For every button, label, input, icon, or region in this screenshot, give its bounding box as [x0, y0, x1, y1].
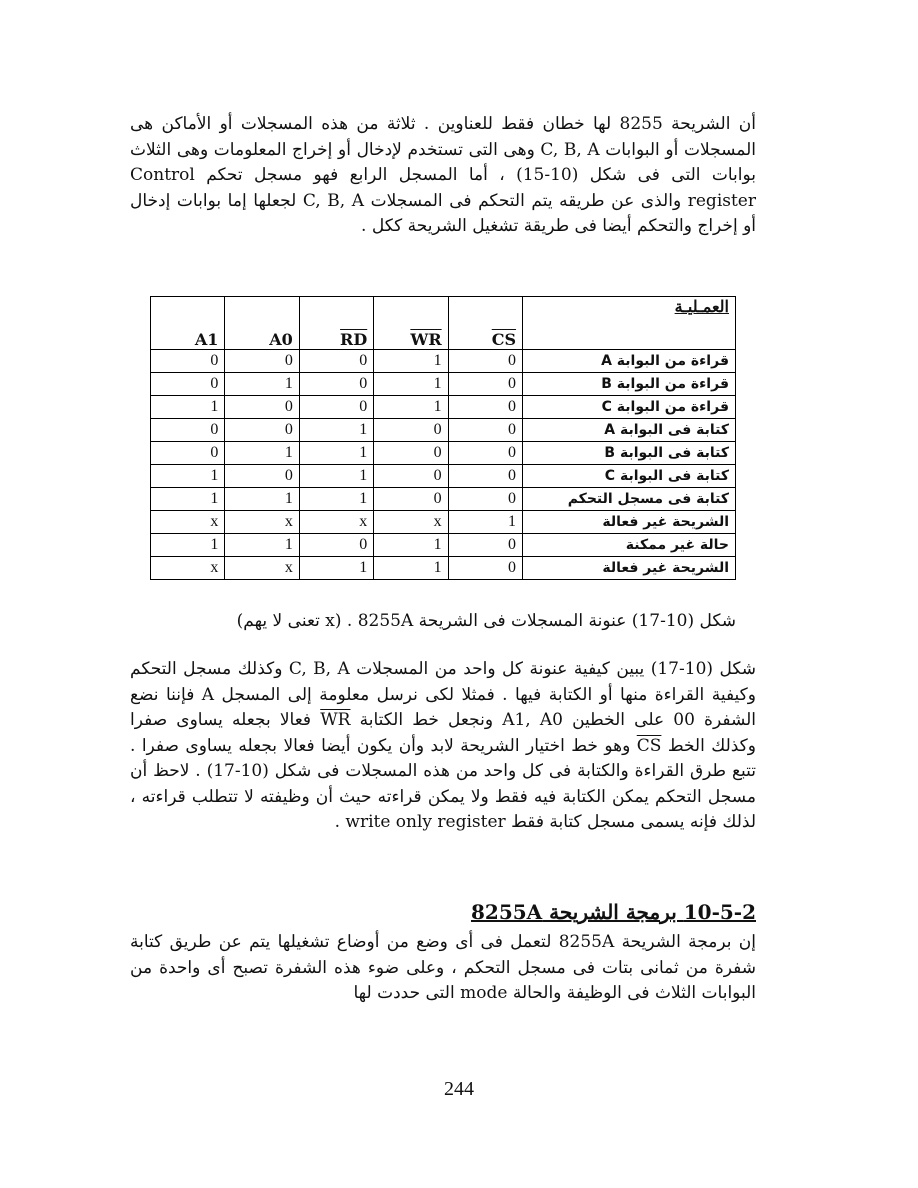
table-row — [151, 488, 736, 511]
header-wr-label: $\overline{WR}$ — [410, 330, 442, 349]
cell-a1: 1 — [151, 534, 225, 557]
cell-a1: 0 — [151, 419, 225, 442]
wr-signal: WR — [320, 710, 351, 730]
cell-a0: 0 — [225, 396, 299, 419]
cell-operation: قراءة من البوابة C — [523, 396, 736, 419]
cell-operation: قراءة من البوابة A — [523, 350, 736, 373]
cell-a1: 0 — [151, 373, 225, 396]
table-row — [151, 442, 736, 465]
cell-wr: 0 — [374, 465, 448, 488]
explanation-paragraph — [130, 657, 756, 836]
cell-a1: x — [151, 511, 225, 534]
cell-a0: x — [225, 511, 299, 534]
cell-wr: 0 — [374, 442, 448, 465]
cell-rd: 0 — [299, 373, 373, 396]
figure-caption: شكل (10-17) عنونة المسجلات فى الشريحة 8255A . (x تعنى لا يهم) — [236, 611, 736, 631]
cell-cs: 1 — [448, 511, 522, 534]
cell-wr: x — [374, 511, 448, 534]
cell-rd: 0 — [299, 534, 373, 557]
cell-rd: 0 — [299, 396, 373, 419]
cell-wr: 0 — [374, 488, 448, 511]
programming-paragraph — [130, 930, 756, 1007]
cell-wr: 1 — [374, 557, 448, 580]
cell-cs: 0 — [448, 557, 522, 580]
cell-a1: 0 — [151, 442, 225, 465]
page-number: 244 — [444, 1078, 474, 1100]
cs-signal: CS — [636, 735, 662, 756]
cell-rd: 0 — [299, 350, 373, 373]
cell-operation: كتابة فى البوابة A — [523, 419, 736, 442]
table-row — [151, 465, 736, 488]
section-heading: 10-5-2 برمجة الشريحة 8255A — [470, 900, 756, 924]
cell-cs: 0 — [448, 442, 522, 465]
cell-a1: 1 — [151, 488, 225, 511]
cell-rd: 1 — [299, 419, 373, 442]
cell-cs: 0 — [448, 419, 522, 442]
explanation-part-3: وهو خط اختيار الشريحة لابد وأن يكون أيضا فعالا بجعله يساوى صفرا . تتبع طرق القراءة والكتابة فى كل واحد من هذه المسجلات فى شكل (10-17) . لاحظ أن مسجل التحكم يمكن الكتابة فيه فقط ولا يمكن قراءته حيث أن وظيفته لا تتطلب قراءته ، لذلك فإنه يسمى مسجل كتابة فقط write only register . — [130, 735, 756, 832]
intro-paragraph — [130, 112, 756, 240]
header-operation-label: العمـليـة — [674, 297, 729, 316]
table-row — [151, 511, 736, 534]
cell-a0: 1 — [225, 442, 299, 465]
cell-wr: 0 — [374, 419, 448, 442]
cell-a0: 0 — [225, 350, 299, 373]
cell-cs: 0 — [448, 350, 522, 373]
cell-wr: 1 — [374, 534, 448, 557]
cell-operation: حالة غير ممكنة — [523, 534, 736, 557]
header-wr — [374, 297, 448, 350]
cell-operation: قراءة من البوابة B — [523, 373, 736, 396]
header-rd-label: $\overline{RD}$ — [340, 330, 368, 349]
cell-cs: 0 — [448, 488, 522, 511]
table-row — [151, 350, 736, 373]
cell-rd: 1 — [299, 557, 373, 580]
header-rd — [299, 297, 373, 350]
cell-rd: 1 — [299, 465, 373, 488]
cell-cs: 0 — [448, 396, 522, 419]
cell-rd: x — [299, 511, 373, 534]
header-a0: A0 — [225, 297, 299, 350]
explanation-paragraph-text — [130, 657, 756, 836]
cell-a0: 1 — [225, 534, 299, 557]
cell-wr: 1 — [374, 350, 448, 373]
cell-operation: كتابة فى البوابة B — [523, 442, 736, 465]
table-row — [151, 534, 736, 557]
header-cs-label: $\overline{CS}$ — [491, 330, 517, 349]
cell-a0: 1 — [225, 373, 299, 396]
register-addressing-table — [150, 296, 736, 580]
table-row — [151, 419, 736, 442]
cell-a0: x — [225, 557, 299, 580]
cell-operation: كتابة فى مسجل التحكم — [523, 488, 736, 511]
table-header-row — [151, 297, 736, 350]
cell-a1: 1 — [151, 396, 225, 419]
header-operation — [523, 297, 736, 350]
cell-rd: 1 — [299, 488, 373, 511]
cell-a0: 0 — [225, 419, 299, 442]
cell-operation: الشريحة غير فعالة — [523, 511, 736, 534]
programming-paragraph-text: إن برمجة الشريحة 8255A لتعمل فى أى وضع من أوضاع تشغيلها يتم عن طريق كتابة شفرة من ثمانى بتات فى مسجل التحكم ، وعلى ضوء هذه الشفرة تصبح أى واحدة من البوابات الثلاث فى الوظيفة والحالة mode التى حددت لها — [130, 932, 756, 1003]
cell-wr: 1 — [374, 373, 448, 396]
cell-a0: 0 — [225, 465, 299, 488]
header-cs — [448, 297, 522, 350]
table-row — [151, 373, 736, 396]
cell-cs: 0 — [448, 534, 522, 557]
cell-a1: 1 — [151, 465, 225, 488]
cell-wr: 1 — [374, 396, 448, 419]
table-row — [151, 396, 736, 419]
cell-a0: 1 — [225, 488, 299, 511]
intro-paragraph-text: أن الشريحة 8255 لها خطان فقط للعناوين . ثلاثة من هذه المسجلات أو الأماكن هى المسجلات أو البوابات C, B, A وهى التى تستخدم لإدخال أو إخراج المعلومات وهى الثلاث بوابات التى فى شكل (10-15) ، أما المسجل الرابع فهو مسجل تحكم Control register والذى عن طريقه يتم التحكم فى المسجلات C, B, A لجعلها إما بوابات إدخال أو إخراج والتحكم أيضا فى طريقة تشغيل الشريحة ككل . — [130, 114, 756, 236]
explanation-part-2: فعالا بجعله يساوى صفرا وكذلك الخط — [130, 710, 756, 756]
cell-rd: 1 — [299, 442, 373, 465]
cell-cs: 0 — [448, 373, 522, 396]
cell-a1: 0 — [151, 350, 225, 373]
explanation-part-1: شكل (10-17) يبين كيفية عنونة كل واحد من المسجلات C, B, A وكذلك مسجل التحكم وكيفية القراءة منها أو الكتابة فيها . فمثلا لكى نرسل معلومة إلى المسجل A فإننا نضع الشفرة 00 على الخطين A1, A0 ونجعل خط الكتابة — [130, 659, 757, 730]
table-row — [151, 557, 736, 580]
cell-operation: الشريحة غير فعالة — [523, 557, 736, 580]
cell-a1: x — [151, 557, 225, 580]
cell-cs: 0 — [448, 465, 522, 488]
cell-operation: كتابة فى البوابة C — [523, 465, 736, 488]
header-a1: A1 — [151, 297, 225, 350]
